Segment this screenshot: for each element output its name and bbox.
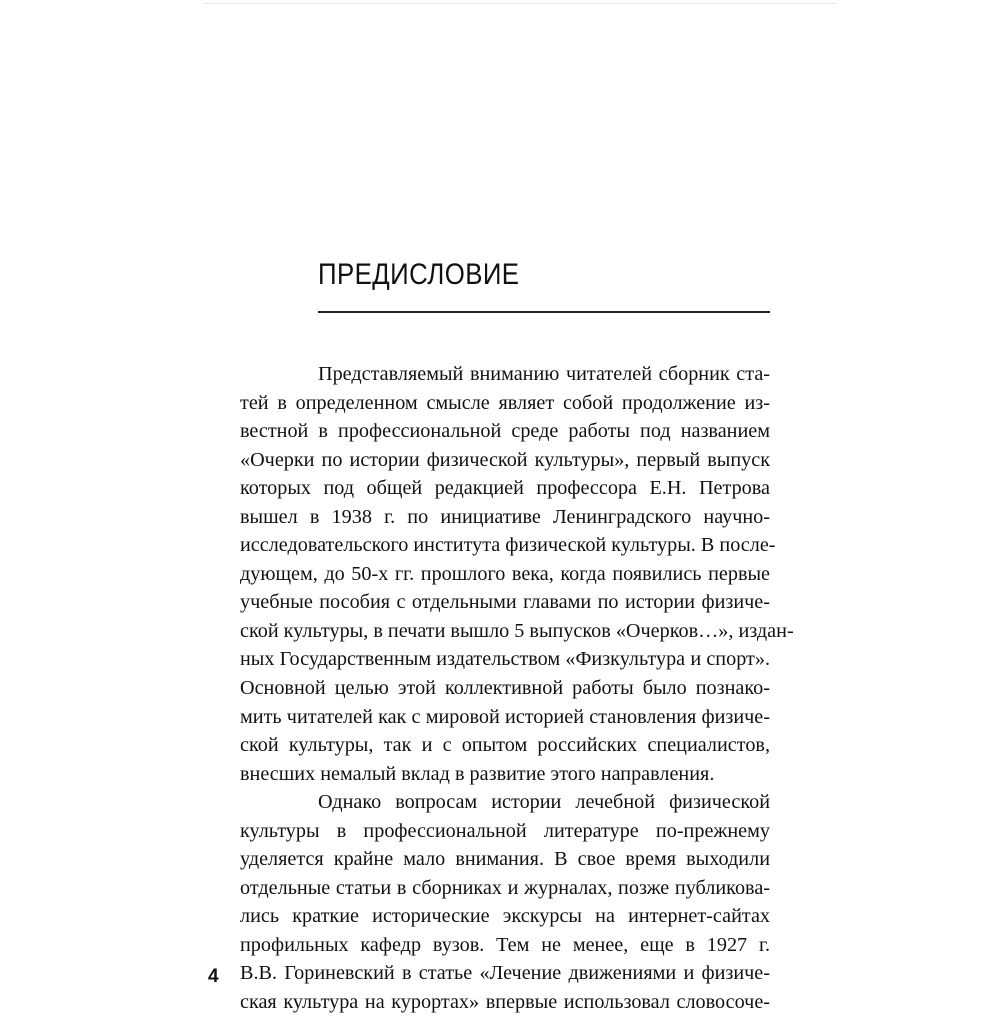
paragraph-line: Основной целью этой коллективной работы было познако-	[240, 677, 770, 700]
paragraph-line: ская культура на курортах» впервые использовал словосоче-	[240, 991, 770, 1014]
paragraph-line: профильных кафедр вузов. Тем не менее, еще в 1927 г.	[240, 933, 770, 956]
paragraph-line: вестной в профессиональной среде работы под названием	[240, 420, 770, 443]
paragraph-line: В.В. Гориневский в статье «Лечение движениями и физиче-	[240, 962, 770, 985]
body-text	[240, 360, 794, 1017]
paragraph-line: исследовательского института физической культуры. В после-	[240, 534, 776, 557]
paragraph-line: Представляемый вниманию читателей сборник ста-	[318, 363, 770, 385]
top-edge-line	[205, 3, 835, 4]
paragraph-line: уделяется крайне мало внимания. В свое время выходили	[240, 848, 770, 871]
paragraph-line: тей в определенном смысле являет собой продолжение из-	[240, 391, 770, 414]
paragraph-line: дующем, до 50-х гг. прошлого века, когда появились первые	[240, 562, 770, 585]
chapter-title: ПРЕДИСЛОВИЕ	[318, 258, 520, 291]
paragraph-line: ных Государственным издательством «Физкультура и спорт».	[240, 648, 770, 671]
paragraph-line: отдельные статьи в сборниках и журналах, позже публикова-	[240, 876, 770, 899]
paragraph-line: ской культуры, в печати вышло 5 выпусков «Очерков…», издан-	[240, 619, 794, 642]
paragraph-line: внесших немалый вклад в развитие этого направления.	[240, 762, 715, 785]
page-number: 4	[208, 966, 219, 987]
paragraph-line: Однако вопросам истории лечебной физической	[318, 791, 770, 814]
paragraph-line: лись краткие исторические экскурсы на интернет-сайтах	[240, 905, 770, 928]
paragraph-line: мить читателей как с мировой историей становления физиче-	[240, 705, 770, 728]
paragraph-line: которых под общей редакцией профессора Е.Н. Петрова	[240, 477, 770, 500]
paragraph-line: «Очерки по истории физической культуры», первый выпуск	[240, 448, 770, 471]
title-underline	[318, 311, 770, 313]
paragraph-line: вышел в 1938 г. по инициативе Ленинградского научно-	[240, 505, 770, 528]
paragraph-line: культуры в профессиональной литературе по-прежнему	[240, 819, 770, 842]
paragraph-line: учебные пособия с отдельными главами по истории физиче-	[240, 591, 770, 614]
paragraph-line: ской культуры, так и с опытом российских специалистов,	[240, 734, 770, 757]
